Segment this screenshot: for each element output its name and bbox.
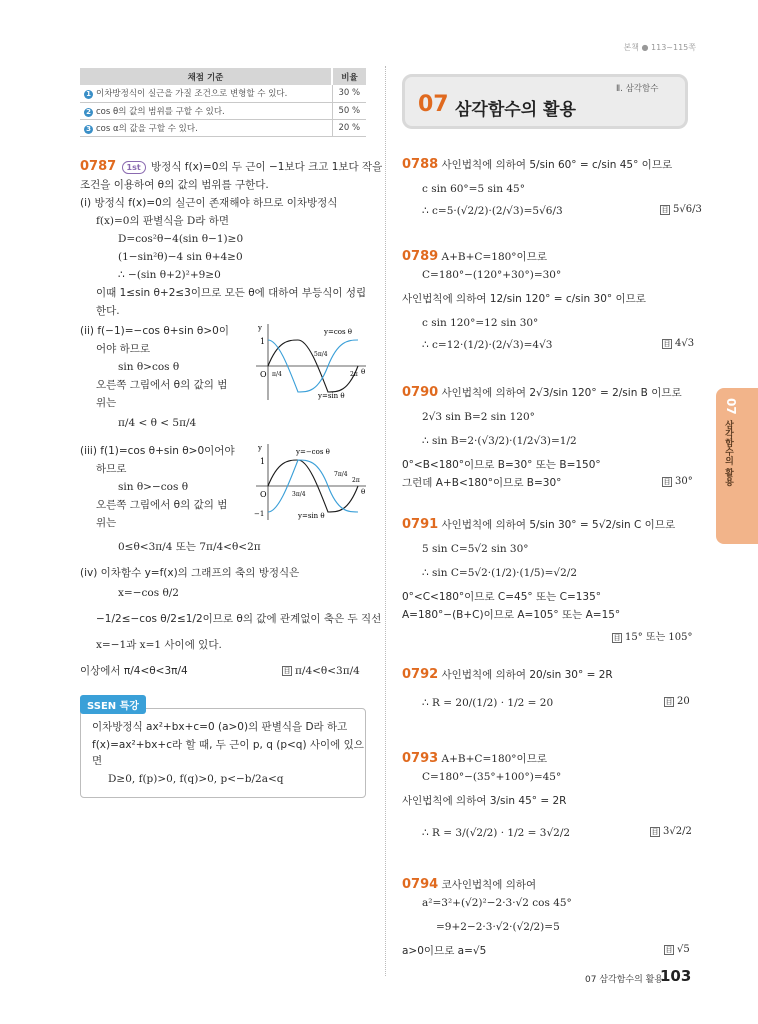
solution-line: D=cos²θ−4(sin θ−1)≥0 [118, 233, 244, 245]
answer-icon: 目 [283, 667, 291, 675]
problem-0787-intro [80, 160, 382, 174]
sin-negcos-graph [252, 440, 370, 522]
x-tick: 5π/4 [314, 351, 328, 358]
solution-line: 0°<B<180°이므로 B=30° 또는 B=150° [402, 459, 601, 471]
first-step-badge: 1st [122, 161, 146, 174]
solution-line: a²=3²+(√2)²−2·3·√2 cos 45° [422, 897, 572, 909]
problem-number: 0791 [402, 517, 439, 532]
solution-line: sin θ>cos θ [118, 361, 180, 373]
answer-icon: 目 [651, 827, 659, 836]
solution-line: 코사인법칙에 의하여 [441, 879, 537, 891]
y-tick-one: 1 [260, 337, 266, 346]
rubric-pct: 20 % [332, 119, 366, 136]
solution-line: 한다. [96, 305, 120, 317]
step-number-icon: 1 [84, 90, 93, 99]
origin-label: O [260, 370, 267, 379]
ssen-line: 면 [92, 755, 103, 767]
rubric-text: 이차방정식이 실근을 가질 조건으로 변형할 수 있다. [96, 89, 288, 100]
problem-0793 [402, 752, 547, 766]
answer: 目 4√3 [663, 338, 695, 349]
solution-line: (i) 방정식 f(x)=0의 실근이 존재해야 하므로 이차방정식 [80, 197, 338, 209]
solution-line: (ii) f(−1)=−cos θ+sin θ>0이 [80, 325, 229, 337]
curve-label: y=sin θ [318, 392, 345, 400]
solution-line: a>0이므로 a=√5 [402, 945, 487, 957]
solution-line: 그런데 A+B<180°이므로 B=30° [402, 477, 562, 489]
answer-icon: 目 [661, 205, 669, 214]
section-number: 07 [418, 92, 449, 117]
x-axis-label: θ [361, 368, 366, 376]
solution-line: 어야 하므로 [96, 343, 151, 355]
origin-label: O [260, 490, 267, 499]
solution-line: A=180°−(B+C)이므로 A=105° 또는 A=15° [402, 609, 621, 621]
answer-icon: 目 [613, 633, 621, 642]
solution-line: A+B+C=180°이므로 [441, 251, 547, 263]
x-tick: 3π/4 [292, 491, 306, 498]
section-title: 삼각함수의 활용 [455, 100, 576, 120]
rubric-text: cos θ의 값의 범위를 구할 수 있다. [96, 106, 225, 117]
solution-line: x=−cos θ/2 [118, 587, 179, 599]
rubric-pct: 50 % [332, 102, 366, 119]
y-axis-label: y [258, 444, 262, 452]
curve-label: y=sin θ [298, 512, 325, 520]
answer-icon: 目 [665, 697, 673, 706]
x-axis-label: θ [361, 488, 366, 496]
problem-number: 0794 [402, 877, 439, 892]
solution-line: 사인법칙에 의하여 3/sin 45° = 2R [402, 795, 567, 807]
solution-line: 사인법칙에 의하여 5/sin 60° = c/sin 45° 이므로 [441, 159, 673, 171]
y-tick-minus-one: −1 [254, 510, 265, 518]
x-tick: 2π [350, 371, 358, 378]
rubric-header-ratio: 비율 [332, 68, 366, 85]
ssen-line: 이차방정식 ax²+bx+c=0 (a>0)의 판별식을 D라 하고 [92, 721, 348, 733]
answer: 目 15° 또는 105° [613, 632, 693, 643]
solution-line: 0°<C<180°이므로 C=45° 또는 C=135° [402, 591, 602, 603]
solution-line: −1/2≤−cos θ/2≤1/2이므로 θ의 값에 관계없이 축은 두 직선 [96, 613, 382, 625]
problem-text: 방정식 f(x)=0의 두 근이 −1보다 크고 1보다 작을 [151, 161, 383, 173]
solution-line: 하므로 [96, 463, 127, 475]
side-tab-text: 삼각함수의 활용 [723, 420, 733, 487]
solution-line: 이때 1≤sin θ+2≤3이므로 모든 θ에 대하여 부등식이 성립 [96, 287, 367, 299]
solution-line: c sin 120°=12 sin 30° [422, 317, 539, 329]
solution-line: ∴ −(sin θ+2)²+9≥0 [118, 269, 221, 281]
problem-text: 조건을 이용하여 θ의 값의 범위를 구한다. [80, 179, 269, 191]
sin-cos-graph [252, 320, 370, 402]
step-number-icon: 2 [84, 108, 93, 117]
ssen-line: D≥0, f(p)>0, f(q)>0, p<−b/2a<q [108, 773, 284, 785]
solution-line: 2√3 sin B=2 sin 120° [422, 411, 535, 423]
solution-line: π/4 < θ < 5π/4 [118, 417, 197, 429]
rubric-table [80, 68, 366, 137]
solution-line: x=−1과 x=1 사이에 있다. [96, 639, 222, 651]
problem-0788 [402, 158, 672, 172]
y-tick-one: 1 [260, 457, 266, 466]
solution-line: sin θ>−cos θ [118, 481, 189, 493]
solution-line: ∴ R = 3/(√2/2) · 1/2 = 3√2/2 [422, 827, 571, 839]
footer-chapter: 07 삼각함수의 활용 [585, 975, 664, 985]
answer: 目 π/4<θ<3π/4 [283, 665, 360, 677]
problem-number: 0787 [80, 159, 117, 174]
solution-line: 사인법칙에 의하여 12/sin 120° = c/sin 30° 이므로 [402, 293, 646, 305]
rubric-header-criteria: 채점 기준 [80, 68, 332, 85]
page-reference: 본책 ● 113~115쪽 [623, 43, 696, 52]
solution-line: ∴ c=5·(√2/2)·(2/√3)=5√6/3 [422, 205, 563, 217]
section-subtitle: Ⅱ. 삼각함수 [616, 84, 659, 94]
solution-line: 위는 [96, 397, 117, 409]
solution-line: (iv) 이차함수 y=f(x)의 그래프의 축의 방정식은 [80, 567, 300, 579]
step-number-icon: 3 [84, 125, 93, 134]
problem-0789 [402, 250, 547, 264]
solution-line: (iii) f(1)=cos θ+sin θ>0이어야 [80, 445, 235, 457]
problem-number: 0788 [402, 157, 439, 172]
solution-line: 오른쪽 그림에서 θ의 값의 범 [96, 379, 228, 391]
solution-line: C=180°−(35°+100°)=45° [422, 771, 562, 783]
x-tick: π/4 [272, 371, 282, 378]
solution-line: (1−sin²θ)−4 sin θ+4≥0 [118, 251, 243, 263]
solution-line: A+B+C=180°이므로 [441, 753, 547, 765]
x-tick: 7π/4 [334, 471, 348, 478]
ssen-line: f(x)=ax²+bx+c라 할 때, 두 근이 p, q (p<q) 사이에 있으 [92, 739, 364, 751]
side-tab-number: 07 [724, 398, 738, 415]
answer-icon: 目 [665, 945, 673, 954]
answer: 目 5√6/3 [661, 204, 702, 215]
problem-number: 0789 [402, 249, 439, 264]
rubric-text: cos α의 값을 구할 수 있다. [96, 123, 198, 134]
curve-label: y=cos θ [324, 328, 352, 336]
page-number: 103 [660, 967, 692, 985]
solution-line: ∴ sin C=5√2·(1/2)·(1/5)=√2/2 [422, 567, 577, 579]
problem-0794 [402, 878, 536, 892]
solution-line: =9+2−2·3·√2·(√2/2)=5 [436, 921, 560, 933]
answer-icon: 目 [663, 477, 671, 486]
answer: 目 20 [665, 696, 690, 707]
solution-line: 사인법칙에 의하여 20/sin 30° = 2R [441, 669, 613, 681]
solution-line: f(x)=0의 판별식을 D라 하면 [96, 215, 230, 227]
answer: 目 √5 [665, 944, 690, 955]
x-tick: 2π [352, 477, 360, 484]
solution-line: 사인법칙에 의하여 2√3/sin 120° = 2/sin B 이므로 [441, 387, 682, 399]
problem-0791 [402, 518, 675, 532]
ssen-tag: SSEN 특강 [80, 695, 146, 714]
rubric-row [80, 119, 366, 136]
answer-icon: 目 [663, 339, 671, 348]
rubric-row [80, 102, 366, 119]
problem-0790 [402, 386, 682, 400]
problem-number: 0790 [402, 385, 439, 400]
answer: 目 30° [663, 476, 693, 487]
solution-conclusion: 이상에서 π/4<θ<3π/4 [80, 665, 188, 677]
solution-line: 위는 [96, 517, 117, 529]
column-divider [385, 66, 386, 976]
rubric-row [80, 85, 366, 102]
solution-line: 5 sin C=5√2 sin 30° [422, 543, 529, 555]
solution-line: ∴ c=12·(1/2)·(2/√3)=4√3 [422, 339, 553, 351]
solution-line: 오른쪽 그림에서 θ의 값의 범 [96, 499, 228, 511]
solution-line: ∴ R = 20/(1/2) · 1/2 = 20 [422, 697, 554, 709]
y-axis-label: y [258, 324, 262, 332]
answer: 目 3√2/2 [651, 826, 692, 837]
rubric-pct: 30 % [332, 85, 366, 102]
solution-line: C=180°−(120°+30°)=30° [422, 269, 562, 281]
solution-line: 사인법칙에 의하여 5/sin 30° = 5√2/sin C 이므로 [441, 519, 676, 531]
problem-0792 [402, 668, 613, 682]
solution-line: c sin 60°=5 sin 45° [422, 183, 525, 195]
curve-label: y=−cos θ [296, 448, 330, 456]
problem-number: 0792 [402, 667, 439, 682]
solution-line: 0≤θ<3π/4 또는 7π/4<θ<2π [118, 541, 261, 553]
solution-line: ∴ sin B=2·(√3/2)·(1/2√3)=1/2 [422, 435, 577, 447]
problem-number: 0793 [402, 751, 439, 766]
